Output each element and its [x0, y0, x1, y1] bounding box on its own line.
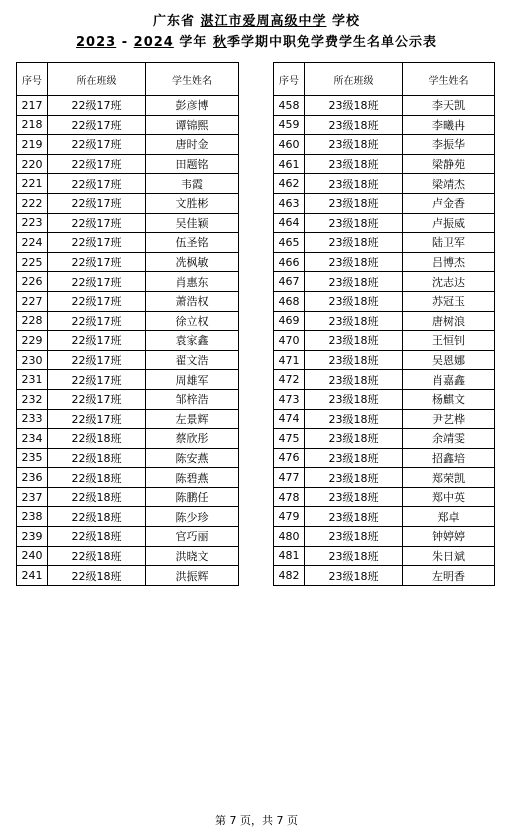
table-row — [17, 331, 239, 351]
cell-seq: 218 — [17, 115, 48, 135]
col-header-class: 所在班级 — [48, 63, 146, 96]
cell-seq: 478 — [274, 487, 305, 507]
table-row — [17, 115, 239, 135]
cell-seq: 466 — [274, 252, 305, 272]
cell-student-name: 谭锦熙 — [146, 115, 239, 135]
table-row — [274, 429, 495, 449]
table-body-right — [274, 96, 495, 586]
table-row — [17, 448, 239, 468]
cell-class: 22级17班 — [48, 213, 146, 233]
cell-seq: 465 — [274, 233, 305, 253]
season: 秋 — [212, 35, 227, 50]
cell-student-name: 陈安燕 — [146, 448, 239, 468]
table-row — [274, 389, 495, 409]
student-table-left — [16, 62, 239, 586]
cell-seq: 482 — [274, 566, 305, 586]
cell-seq: 480 — [274, 527, 305, 547]
cell-student-name: 陆卫军 — [403, 233, 495, 253]
table-row — [17, 487, 239, 507]
cell-class: 22级17班 — [48, 252, 146, 272]
cell-student-name: 李曦冉 — [403, 115, 495, 135]
table-row — [274, 174, 495, 194]
cell-seq: 224 — [17, 233, 48, 253]
table-row — [17, 233, 239, 253]
cell-seq: 473 — [274, 389, 305, 409]
cell-student-name: 郑荣凯 — [403, 468, 495, 488]
cell-seq: 235 — [17, 448, 48, 468]
cell-student-name: 彭彦博 — [146, 96, 239, 116]
cell-seq: 232 — [17, 389, 48, 409]
page-footer: 第 7 页，共 7 页 — [215, 814, 298, 827]
cell-seq: 222 — [17, 193, 48, 213]
cell-class: 23级18班 — [305, 115, 403, 135]
cell-student-name: 唐时金 — [146, 135, 239, 155]
school-suffix: 学校 — [332, 14, 361, 29]
cell-seq: 226 — [17, 272, 48, 292]
cell-class: 23级18班 — [305, 507, 403, 527]
cell-class: 22级17班 — [48, 311, 146, 331]
cell-student-name: 唐树浪 — [403, 311, 495, 331]
table-row — [17, 174, 239, 194]
cell-seq: 461 — [274, 154, 305, 174]
cell-class: 22级17班 — [48, 389, 146, 409]
cell-student-name: 沈志达 — [403, 272, 495, 292]
cell-class: 23级18班 — [305, 331, 403, 351]
document-title-line2 — [0, 31, 513, 50]
cell-class: 23级18班 — [305, 389, 403, 409]
cell-class: 23级18班 — [305, 546, 403, 566]
cell-class: 22级17班 — [48, 135, 146, 155]
year-start: 2023 — [76, 35, 117, 50]
cell-class: 22级17班 — [48, 233, 146, 253]
student-table-right — [273, 62, 495, 586]
table-row — [274, 311, 495, 331]
table-row — [274, 154, 495, 174]
cell-class: 22级18班 — [48, 527, 146, 547]
cell-class: 22级17班 — [48, 331, 146, 351]
cell-class: 23级18班 — [305, 252, 403, 272]
table-row — [274, 252, 495, 272]
cell-seq: 458 — [274, 96, 305, 116]
col-header-seq: 序号 — [17, 63, 48, 96]
cell-class: 22级17班 — [48, 154, 146, 174]
school-name: 湛江市爱周高级中学 — [200, 14, 327, 29]
cell-class: 22级18班 — [48, 546, 146, 566]
cell-seq: 231 — [17, 370, 48, 390]
cell-seq: 471 — [274, 350, 305, 370]
cell-student-name: 蔡欣彤 — [146, 429, 239, 449]
table-row — [17, 370, 239, 390]
cell-class: 23级18班 — [305, 448, 403, 468]
cell-student-name: 徐立权 — [146, 311, 239, 331]
table-row — [274, 331, 495, 351]
cell-seq: 477 — [274, 468, 305, 488]
cell-seq: 239 — [17, 527, 48, 547]
cell-class: 23级18班 — [305, 193, 403, 213]
cell-student-name: 吕博杰 — [403, 252, 495, 272]
cell-class: 23级18班 — [305, 135, 403, 155]
document-title-line1 — [0, 10, 513, 29]
cell-seq: 219 — [17, 135, 48, 155]
cell-seq: 228 — [17, 311, 48, 331]
cell-seq: 460 — [274, 135, 305, 155]
cell-seq: 238 — [17, 507, 48, 527]
cell-student-name: 洪振辉 — [146, 566, 239, 586]
cell-seq: 234 — [17, 429, 48, 449]
cell-student-name: 苏冠玉 — [403, 291, 495, 311]
table-row — [274, 350, 495, 370]
cell-class: 23级18班 — [305, 350, 403, 370]
table-body-left — [17, 96, 239, 586]
cell-student-name: 余靖雯 — [403, 429, 495, 449]
cell-student-name: 袁家鑫 — [146, 331, 239, 351]
table-row — [274, 272, 495, 292]
cell-student-name: 陈碧燕 — [146, 468, 239, 488]
cell-class: 23级18班 — [305, 409, 403, 429]
cell-seq: 472 — [274, 370, 305, 390]
cell-seq: 468 — [274, 291, 305, 311]
table-row — [274, 507, 495, 527]
table-row — [274, 546, 495, 566]
cell-seq: 220 — [17, 154, 48, 174]
cell-student-name: 洪晓文 — [146, 546, 239, 566]
cell-seq: 237 — [17, 487, 48, 507]
cell-seq: 469 — [274, 311, 305, 331]
cell-student-name: 肖惠东 — [146, 272, 239, 292]
table-row — [274, 193, 495, 213]
cell-seq: 467 — [274, 272, 305, 292]
cell-seq: 229 — [17, 331, 48, 351]
cell-student-name: 杨麒文 — [403, 389, 495, 409]
table-row — [17, 154, 239, 174]
cell-student-name: 陈鹏任 — [146, 487, 239, 507]
cell-student-name: 韦霞 — [146, 174, 239, 194]
cell-class: 22级18班 — [48, 507, 146, 527]
cell-seq: 225 — [17, 252, 48, 272]
cell-class: 23级18班 — [305, 174, 403, 194]
province-name: 广东省 — [152, 14, 195, 29]
cell-seq: 223 — [17, 213, 48, 233]
table-row — [17, 272, 239, 292]
cell-student-name: 李振华 — [403, 135, 495, 155]
cell-class: 22级18班 — [48, 487, 146, 507]
cell-class: 23级18班 — [305, 468, 403, 488]
cell-class: 23级18班 — [305, 154, 403, 174]
table-row — [274, 135, 495, 155]
year-word: 学年 — [179, 35, 208, 50]
cell-seq: 227 — [17, 291, 48, 311]
cell-class: 23级18班 — [305, 291, 403, 311]
table-row — [17, 507, 239, 527]
table-row — [17, 527, 239, 547]
cell-student-name: 伍圣铭 — [146, 233, 239, 253]
cell-seq: 240 — [17, 546, 48, 566]
cell-seq: 230 — [17, 350, 48, 370]
cell-seq: 476 — [274, 448, 305, 468]
cell-class: 23级18班 — [305, 233, 403, 253]
table-row — [274, 468, 495, 488]
table-row — [274, 448, 495, 468]
cell-student-name: 郑卓 — [403, 507, 495, 527]
cell-student-name: 官巧丽 — [146, 527, 239, 547]
cell-seq: 217 — [17, 96, 48, 116]
table-row — [17, 213, 239, 233]
cell-class: 23级18班 — [305, 527, 403, 547]
cell-seq: 475 — [274, 429, 305, 449]
col-header-name: 学生姓名 — [146, 63, 239, 96]
cell-class: 22级17班 — [48, 409, 146, 429]
table-row — [17, 96, 239, 116]
cell-seq: 464 — [274, 213, 305, 233]
cell-class: 23级18班 — [305, 566, 403, 586]
cell-student-name: 左明香 — [403, 566, 495, 586]
table-row — [17, 566, 239, 586]
cell-student-name: 王恒钊 — [403, 331, 495, 351]
table-row — [17, 193, 239, 213]
table-row — [274, 487, 495, 507]
col-header-name: 学生姓名 — [403, 63, 495, 96]
cell-student-name: 梁靖杰 — [403, 174, 495, 194]
table-row — [274, 291, 495, 311]
cell-student-name: 卢振威 — [403, 213, 495, 233]
cell-class: 22级17班 — [48, 174, 146, 194]
cell-class: 23级18班 — [305, 429, 403, 449]
cell-class: 23级18班 — [305, 370, 403, 390]
table-row — [17, 350, 239, 370]
title-rest: 季学期中职免学费学生名单公示表 — [226, 35, 437, 50]
cell-seq: 479 — [274, 507, 305, 527]
table-row — [274, 96, 495, 116]
cell-class: 22级17班 — [48, 272, 146, 292]
cell-student-name: 卢金香 — [403, 193, 495, 213]
cell-class: 22级18班 — [48, 566, 146, 586]
cell-student-name: 萧浩权 — [146, 291, 239, 311]
cell-class: 22级18班 — [48, 448, 146, 468]
cell-class: 22级18班 — [48, 429, 146, 449]
cell-class: 23级18班 — [305, 487, 403, 507]
col-header-seq: 序号 — [274, 63, 305, 96]
cell-student-name: 陈少珍 — [146, 507, 239, 527]
cell-class: 22级17班 — [48, 370, 146, 390]
table-row — [274, 370, 495, 390]
cell-seq: 470 — [274, 331, 305, 351]
table-row — [274, 213, 495, 233]
cell-student-name: 吴恩娜 — [403, 350, 495, 370]
cell-student-name: 梁静苑 — [403, 154, 495, 174]
cell-class: 22级17班 — [48, 96, 146, 116]
cell-student-name: 李天凯 — [403, 96, 495, 116]
cell-seq: 474 — [274, 409, 305, 429]
cell-seq: 463 — [274, 193, 305, 213]
table-row — [274, 566, 495, 586]
cell-student-name: 吴佳颖 — [146, 213, 239, 233]
cell-class: 22级17班 — [48, 115, 146, 135]
cell-student-name: 田题铭 — [146, 154, 239, 174]
cell-student-name: 左景辉 — [146, 409, 239, 429]
cell-student-name: 尹艺桦 — [403, 409, 495, 429]
cell-seq: 221 — [17, 174, 48, 194]
cell-class: 22级17班 — [48, 291, 146, 311]
cell-student-name: 周雄军 — [146, 370, 239, 390]
cell-student-name: 文胜彬 — [146, 193, 239, 213]
cell-class: 23级18班 — [305, 213, 403, 233]
cell-student-name: 钟婷婷 — [403, 527, 495, 547]
cell-seq: 236 — [17, 468, 48, 488]
cell-seq: 233 — [17, 409, 48, 429]
table-header-row — [17, 63, 239, 96]
cell-class: 23级18班 — [305, 311, 403, 331]
cell-class: 23级18班 — [305, 272, 403, 292]
cell-student-name: 朱日斌 — [403, 546, 495, 566]
year-end: 2024 — [133, 35, 174, 50]
cell-seq: 481 — [274, 546, 305, 566]
cell-student-name: 肖嘉鑫 — [403, 370, 495, 390]
table-row — [274, 409, 495, 429]
cell-seq: 241 — [17, 566, 48, 586]
cell-seq: 459 — [274, 115, 305, 135]
table-row — [274, 527, 495, 547]
table-row — [17, 546, 239, 566]
cell-student-name: 冼枫敏 — [146, 252, 239, 272]
table-row — [17, 252, 239, 272]
table-row — [274, 233, 495, 253]
cell-class: 22级17班 — [48, 193, 146, 213]
cell-student-name: 招鑫培 — [403, 448, 495, 468]
cell-student-name: 郑中英 — [403, 487, 495, 507]
table-row — [17, 135, 239, 155]
cell-student-name: 邹梓浩 — [146, 389, 239, 409]
table-row — [17, 389, 239, 409]
table-header-row — [274, 63, 495, 96]
cell-class: 23级18班 — [305, 96, 403, 116]
cell-student-name: 翟文浩 — [146, 350, 239, 370]
table-row — [17, 468, 239, 488]
cell-class: 22级17班 — [48, 350, 146, 370]
cell-class: 22级18班 — [48, 468, 146, 488]
table-row — [274, 115, 495, 135]
table-row — [17, 429, 239, 449]
table-row — [17, 409, 239, 429]
cell-seq: 462 — [274, 174, 305, 194]
table-row — [17, 291, 239, 311]
table-row — [17, 311, 239, 331]
col-header-class: 所在班级 — [305, 63, 403, 96]
year-dash: - — [121, 35, 129, 50]
